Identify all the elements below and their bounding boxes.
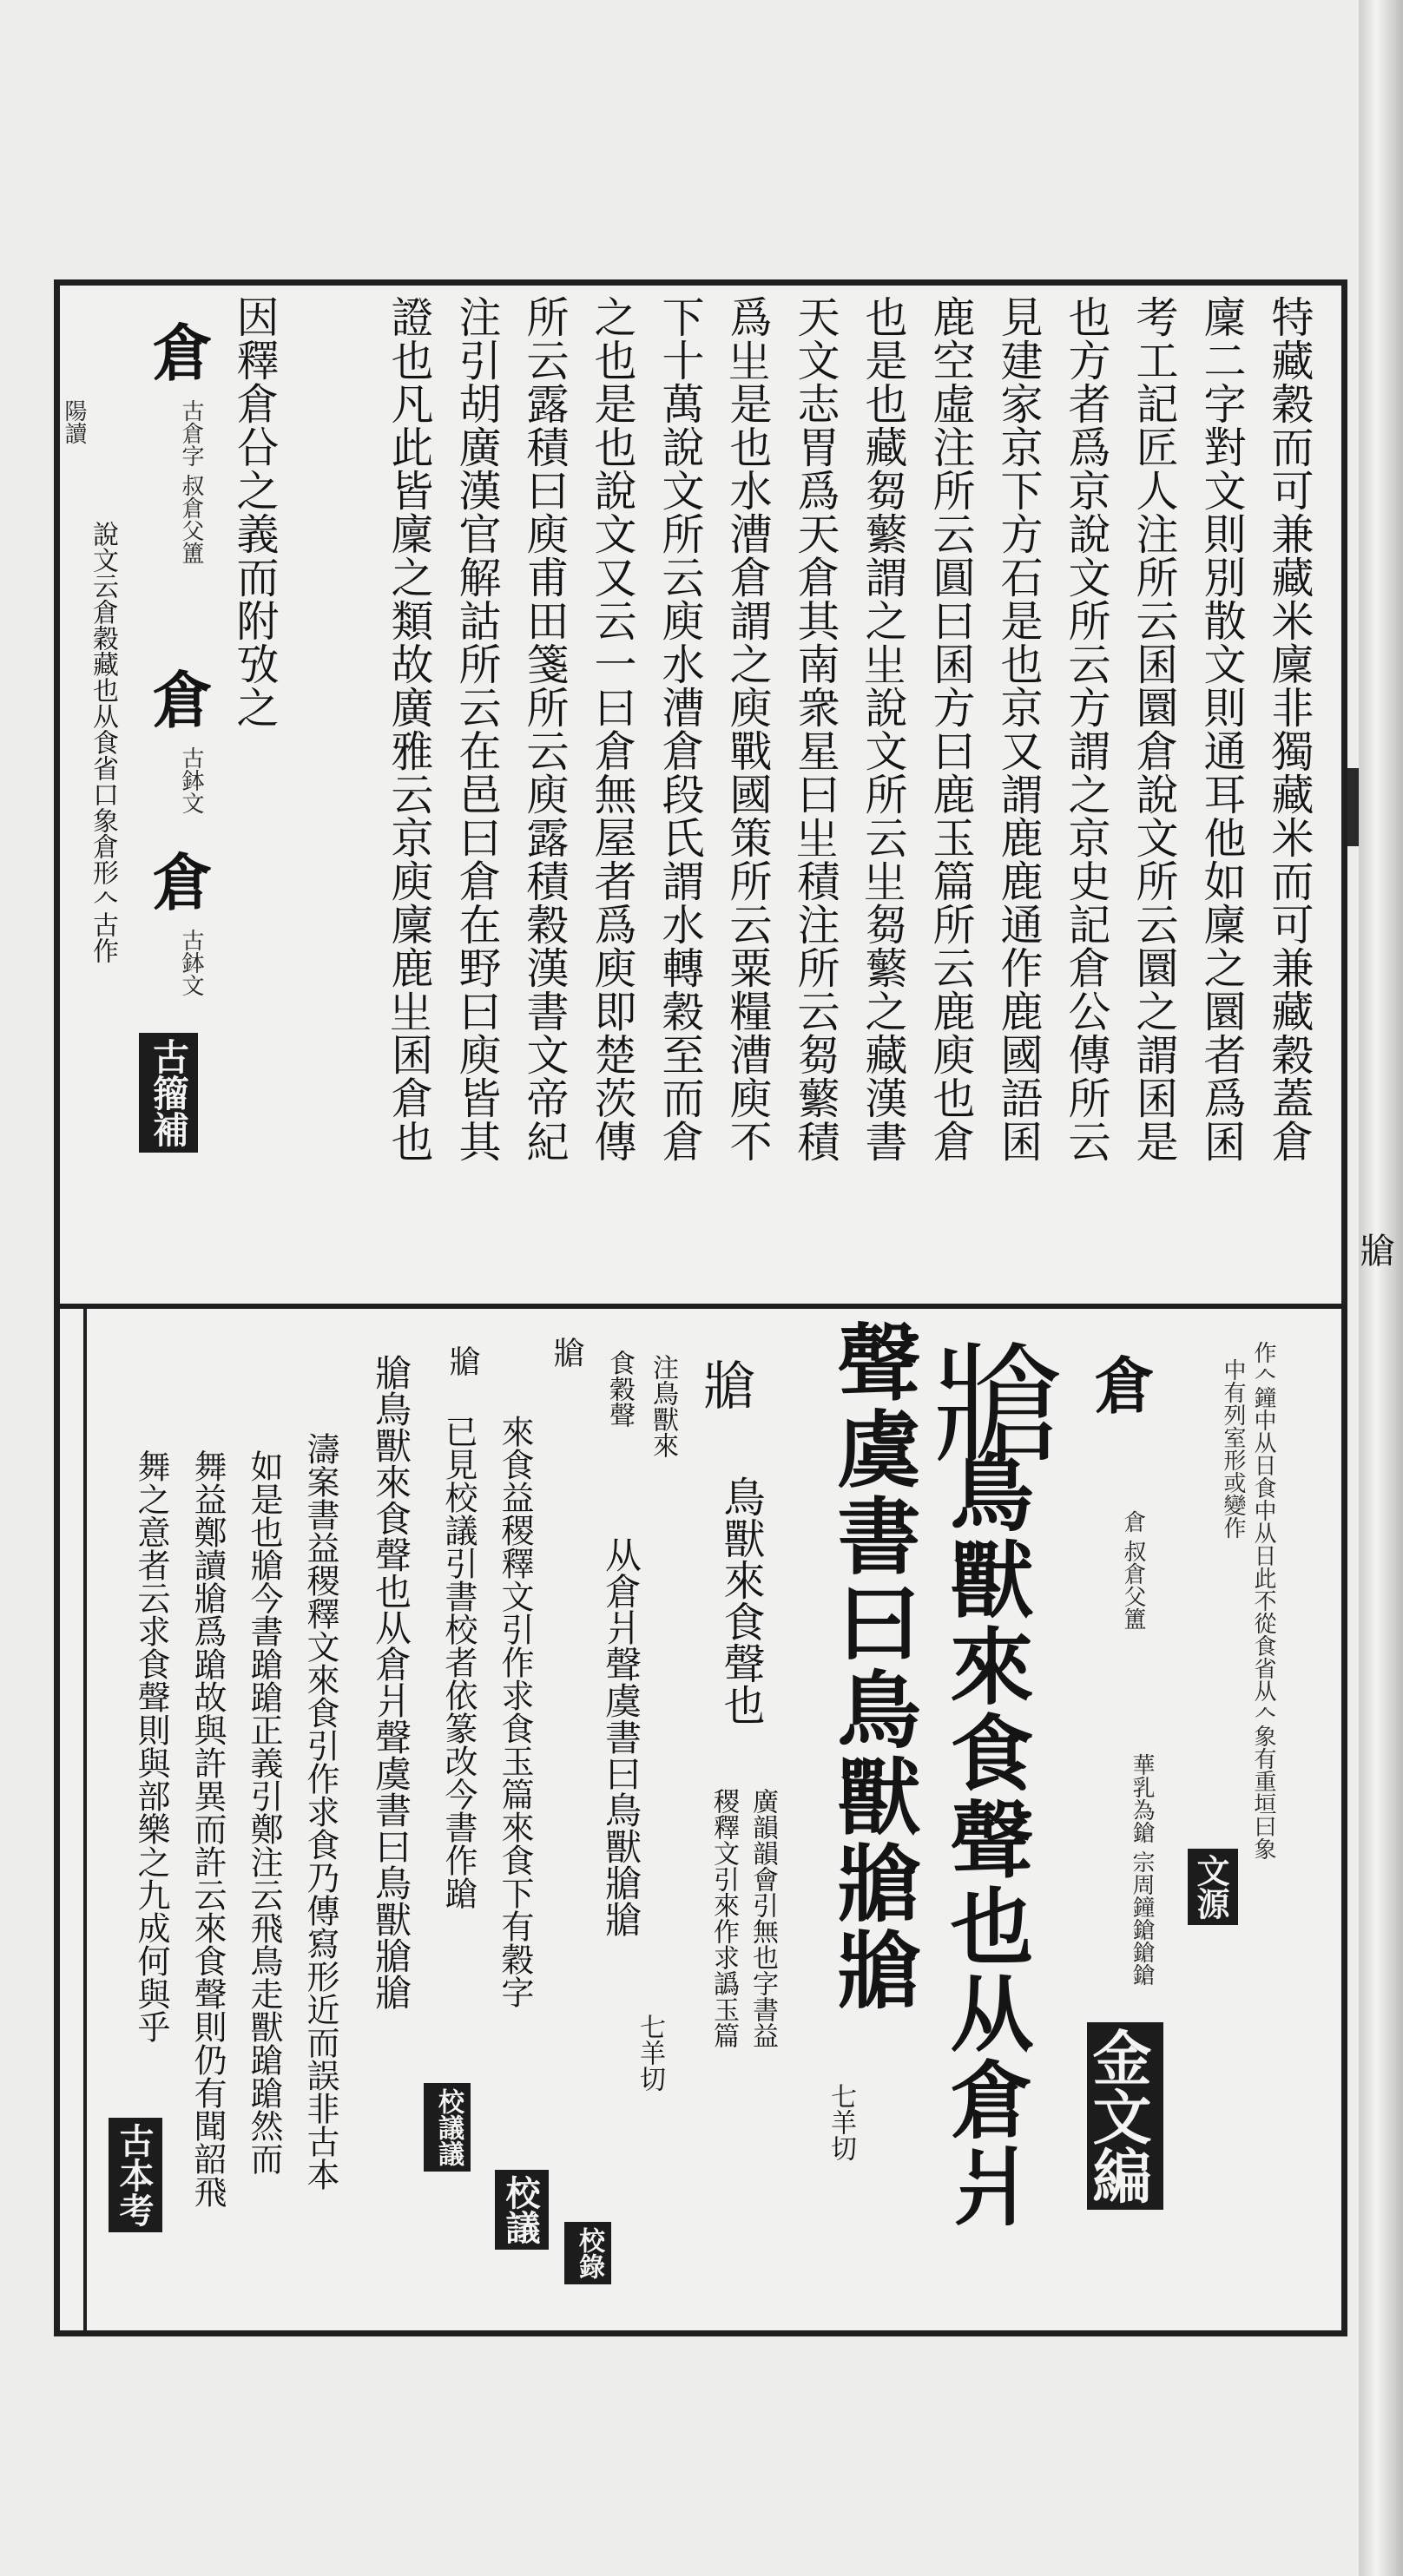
binding-edge	[1359, 0, 1403, 2576]
sub-line-11: 已見校議引書校者依篆改今書作蹌	[439, 1415, 478, 1909]
big-char: 牄	[910, 1337, 1061, 1467]
label-jiaoyi: 校議	[495, 2170, 549, 2250]
upper-col-14: 證也凡此皆廩之類故廣雅云京庾廩鹿𤯓囷倉也	[385, 295, 434, 1163]
label-jiaolu: 校錄	[564, 2222, 611, 2284]
sub-line-8: 牄	[549, 1337, 584, 1368]
sub-line-4: 注鳥獸來	[648, 1354, 678, 1458]
section-divider	[54, 1304, 1347, 1309]
sub-line-15: 舞益鄭讀牄爲蹌故與許異而許云來食聲則仍有聞韶飛	[188, 1449, 227, 2208]
upper-col-4: 也方者爲京說文所云方謂之京史記倉公傳所云	[1062, 295, 1111, 1163]
upper-col-11: 之也是也說文又云一曰倉無屋者爲庾即楚茨傳	[588, 295, 637, 1163]
seal-char-3: 倉	[142, 851, 214, 911]
head-char: 牄	[695, 1358, 755, 1410]
label-gubenkao: 古本考	[109, 2118, 162, 2232]
sub-line-12: 牄鳥獸來食聲也从倉爿聲虞書曰鳥獸牄牄	[370, 1354, 412, 2010]
sub-line-13: 濤案書益稷釋文來食引作求食乃傳寫形近而誤非古本	[301, 1432, 339, 2191]
sub-line-9: 來食益稷釋文引作求食玉篇來食下有穀字	[496, 1415, 534, 2008]
upper-col-5: 見建家京下方石是也京又謂鹿鹿通作鹿國語囷	[994, 295, 1044, 1163]
upper-col-13: 注引胡廣漢官解詁所云在邑曰倉在野曰庾皆其	[452, 295, 502, 1163]
label-wenyuan: 文源	[1188, 1849, 1238, 1925]
label-jiaoyiyi: 校議議	[424, 2083, 471, 2172]
note-1: 古倉字 叔倉父簠	[178, 399, 204, 565]
note-2: 古鉢文	[178, 746, 204, 814]
wenyuan-small-2: 倉 叔倉父簠	[1120, 1510, 1146, 1631]
upper-col-9: 爲𤯓是也水漕倉謂之庾戰國策所云粟糧漕庾不	[723, 295, 773, 1163]
sub-line-6: 从倉爿聲虞書曰鳥獸牄牄	[600, 1536, 642, 1937]
wenyuan-small: 華乳為鎗 宗周鐘鎗鎗鎗	[1129, 1753, 1155, 1987]
margin-label: 牄	[1354, 1232, 1394, 1267]
edge-tab	[1347, 768, 1359, 846]
upper-col-7: 也是也藏芻蘩謂之𤯓說文所云𤯓芻蘩之藏漢書	[859, 295, 908, 1163]
seal-char-lower: 倉	[1084, 1354, 1156, 1415]
sub-line-16: 舞之意者云求食聲則與部樂之九成何與乎	[132, 1449, 170, 2043]
seal-char-2: 倉	[142, 668, 214, 729]
upper-col-3: 考工記匠人注所云囷圜倉說文所云圜之謂囷是	[1130, 295, 1179, 1163]
upper-col-15: 因釋倉㕣之義而附攷之	[230, 295, 280, 729]
note-3: 古鉢文	[178, 929, 204, 996]
lower-inner-border	[83, 1309, 87, 2333]
sub-line-5: 食穀聲	[604, 1350, 635, 1428]
title-fanqie: 七羊切	[826, 2083, 856, 2161]
title-line-1: 鳥獸來食聲也从倉爿	[937, 1449, 1035, 2231]
sub-line-2: 廣韻韻會引無也字書益	[748, 1788, 778, 2048]
seal-char-1: 倉	[142, 321, 214, 382]
upper-col-8: 天文志胃爲天倉其南衆星曰𤯓積注所云芻蘩積	[791, 295, 840, 1163]
upper-col-1: 特藏穀而可兼藏米廩非獨藏米而可兼藏穀蓋倉	[1265, 295, 1314, 1163]
label-guzhoubu: 古籀補	[139, 1033, 198, 1153]
sub-line-10: 牄	[445, 1345, 480, 1377]
upper-col-2: 廩二字對文則別散文則通耳他如廩之圜者爲囷	[1197, 295, 1247, 1163]
sub-line-14: 如是也牄今書蹌蹌正義引鄭注云飛鳥走獸蹌蹌然而	[245, 1449, 283, 2175]
title-line-2: 聲虞書曰鳥獸牄牄	[824, 1319, 922, 2014]
upper-col-12: 所云露積曰庾甫田箋所云庾露積穀漢書文帝紀	[520, 295, 570, 1163]
wenyuan-text-2: 中有列室形或變作	[1220, 1358, 1246, 1539]
upper-col-10: 下十萬說文所云庾水漕倉段氏謂水轉穀至而倉	[655, 295, 705, 1163]
side-note-2: 陽讀	[61, 399, 87, 444]
side-note-1: 說文云倉穀藏也从食省口象倉形𠆢古作	[88, 521, 118, 963]
label-jinwenbian: 金文編	[1087, 2022, 1163, 2210]
sub-line-1: 鳥獸來食聲也	[716, 1475, 765, 1725]
sub-line-7: 七羊切	[635, 2014, 665, 2092]
upper-col-6: 鹿空虛注所云圓曰囷方曰鹿玉篇所云鹿庾也倉	[926, 295, 976, 1163]
sub-line-3: 稷釋文引來作求譌玉篇	[708, 1788, 739, 2048]
wenyuan-text: 作𠆢鐘中从日食中从日此不從食省从𠆢象有重垣曰象	[1250, 1341, 1276, 1860]
